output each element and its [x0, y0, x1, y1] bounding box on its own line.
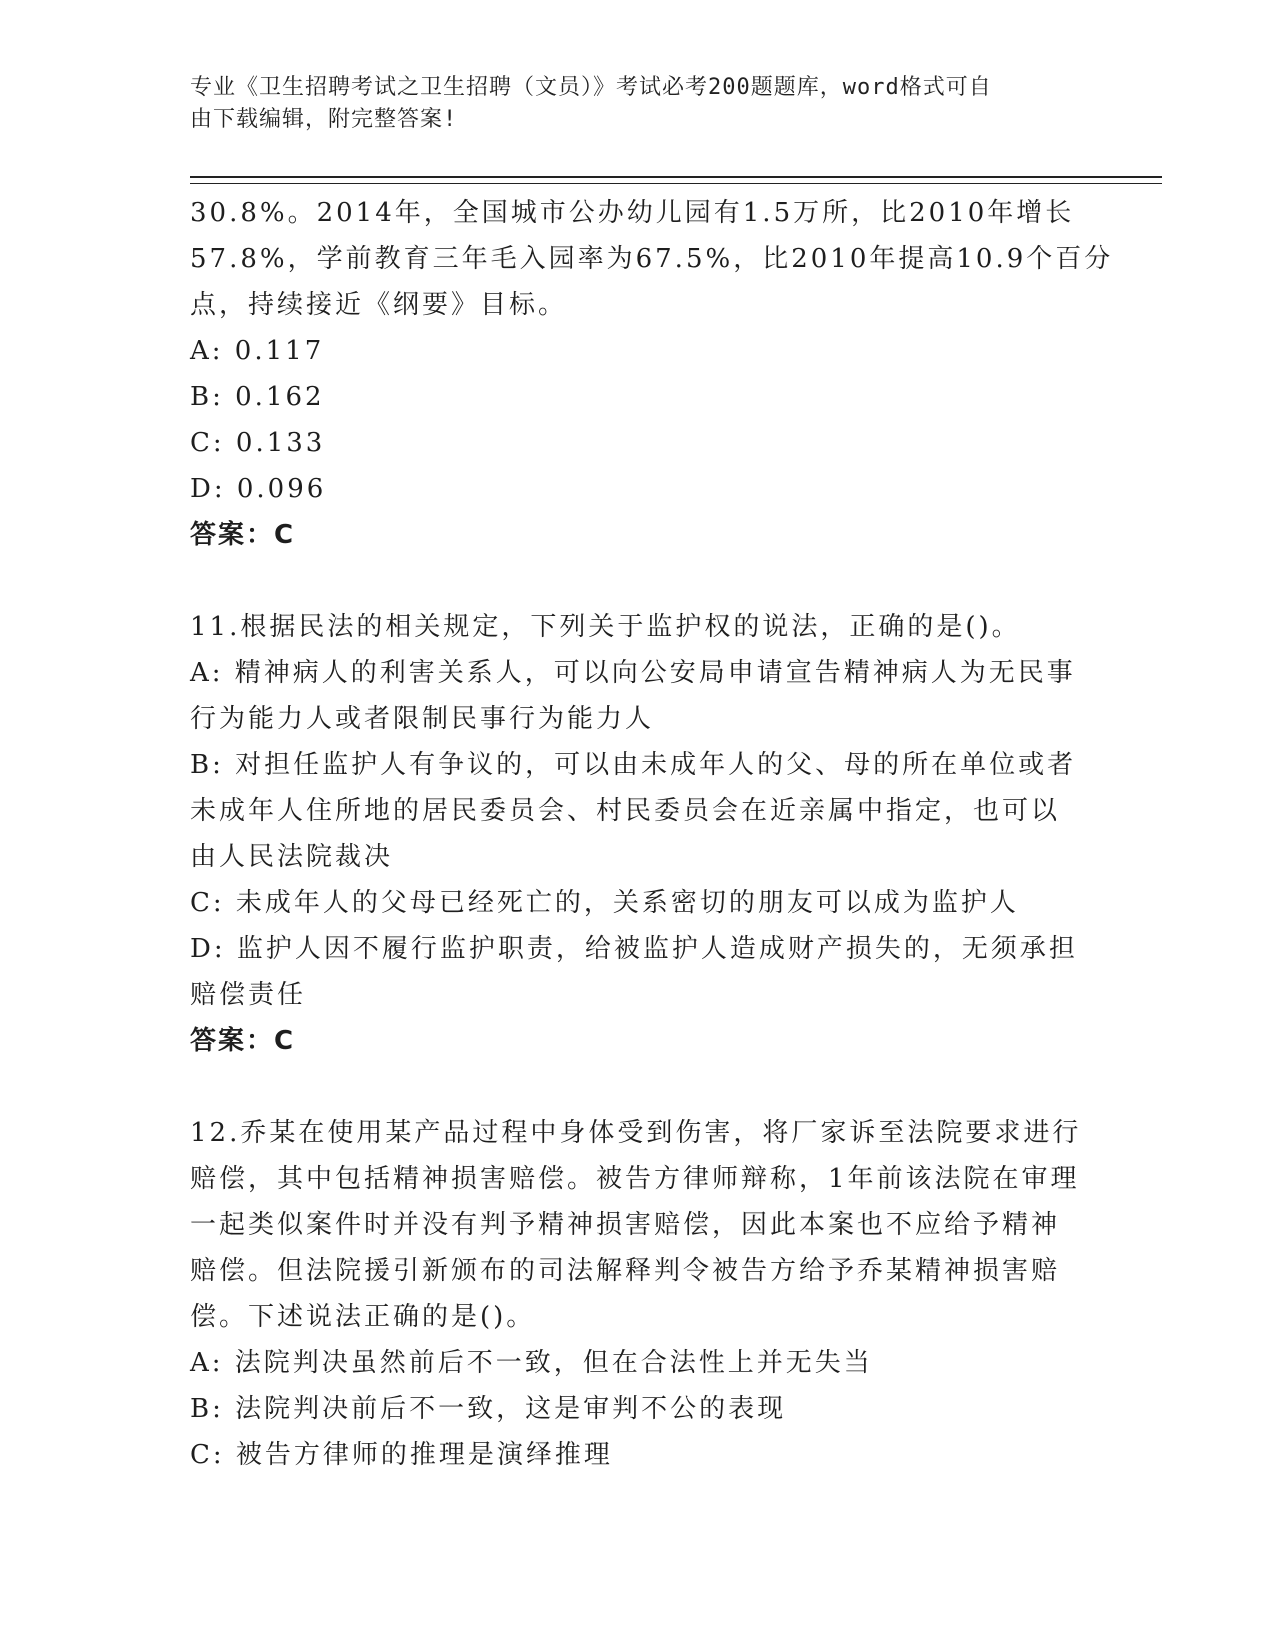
question-spacer	[190, 1064, 1090, 1110]
passage-line: 30.8%。2014年，全国城市公办幼儿园有1.5万所，比2010年增长	[190, 198, 1075, 228]
option-c: C: 未成年人的父母已经死亡的，关系密切的朋友可以成为监护人	[190, 888, 1019, 918]
header-divider-thin	[190, 183, 1162, 184]
question-spacer	[190, 558, 1090, 604]
option-b: B: 对担任监护人有争议的，可以由未成年人的父、母的所在单位或者	[190, 750, 1077, 780]
option-b-cont: 未成年人住所地的居民委员会、村民委员会在近亲属中指定，也可以	[190, 796, 1061, 826]
option-c: C: 被告方律师的推理是演绎推理	[190, 1440, 613, 1470]
option-b: B: 法院判决前后不一致，这是审判不公的表现	[190, 1394, 787, 1424]
question-stem-cont: 偿。下述说法正确的是()。	[190, 1302, 536, 1332]
passage-line: 57.8%，学前教育三年毛入园率为67.5%，比2010年提高10.9个百分	[190, 244, 1114, 274]
question-stem-cont: 赔偿。但法院援引新颁布的司法解释判令被告方给予乔某精神损害赔	[190, 1256, 1061, 1286]
option-d: D: 监护人因不履行监护职责，给被监护人造成财产损失的，无须承担	[190, 934, 1078, 964]
document-header	[190, 72, 1090, 136]
answer-label: 答案：C	[190, 1026, 296, 1056]
header-line: 由下载编辑，附完整答案!	[190, 107, 458, 132]
question-10	[190, 190, 1114, 558]
option-a: A: 精神病人的利害关系人，可以向公安局申请宣告精神病人为无民事	[190, 658, 1076, 688]
option-a-cont: 行为能力人或者限制民事行为能力人	[190, 704, 655, 734]
option-d: D: 0.096	[190, 474, 327, 504]
option-b-cont: 由人民法院裁决	[190, 842, 394, 872]
question-stem: 12.乔某在使用某产品过程中身体受到伤害，将厂家诉至法院要求进行	[190, 1118, 1082, 1148]
question-stem-cont: 一起类似案件时并没有判予精神损害赔偿，因此本案也不应给予精神	[190, 1210, 1061, 1240]
option-a: A: 法院判决虽然前后不一致，但在合法性上并无失当	[190, 1348, 873, 1378]
option-c: C: 0.133	[190, 428, 326, 458]
question-11	[190, 604, 1090, 1064]
header-divider	[190, 176, 1162, 178]
answer-label: 答案：C	[190, 520, 296, 550]
option-d-cont: 赔偿责任	[190, 980, 307, 1010]
option-b: B: 0.162	[190, 382, 325, 412]
question-12	[190, 1110, 1090, 1478]
option-a: A: 0.117	[190, 336, 325, 366]
passage-line: 点，持续接近《纲要》目标。	[190, 290, 568, 320]
question-stem: 11.根据民法的相关规定，下列关于监护权的说法，正确的是()。	[190, 612, 1021, 642]
header-line: 专业《卫生招聘考试之卫生招聘（文员）》考试必考200题题库，word格式可自	[190, 75, 992, 100]
question-stem-cont: 赔偿，其中包括精神损害赔偿。被告方律师辩称，1年前该法院在审理	[190, 1164, 1080, 1194]
document-body	[190, 190, 1114, 1478]
